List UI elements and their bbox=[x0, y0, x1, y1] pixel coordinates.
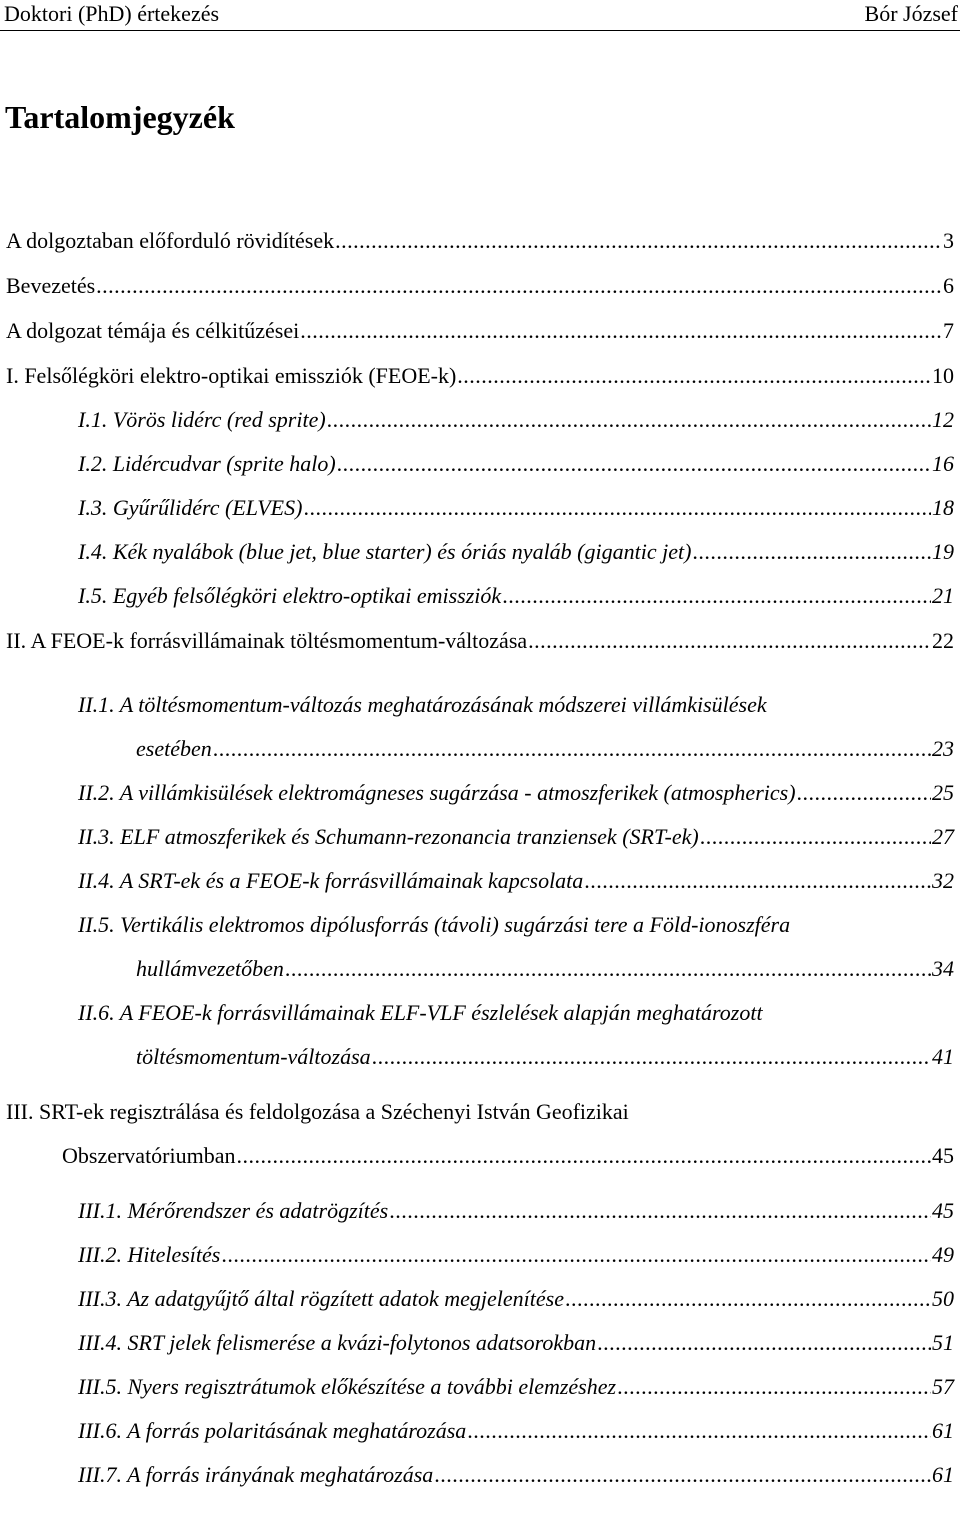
toc-leader-dots bbox=[528, 626, 931, 656]
toc-page-number: 61 bbox=[932, 1418, 954, 1443]
toc-page-number: 57 bbox=[932, 1374, 954, 1399]
toc-leader-dots bbox=[300, 316, 942, 346]
header-thesis-type: Doktori (PhD) értekezés bbox=[4, 1, 220, 26]
toc-leader-dots bbox=[434, 1460, 931, 1490]
toc-entry-3-6[interactable] bbox=[78, 1416, 954, 1446]
toc-page-number: 61 bbox=[932, 1462, 954, 1487]
toc-page-number: 16 bbox=[932, 451, 954, 476]
toc-entry-2-1[interactable] bbox=[136, 734, 954, 764]
toc-entry-text: hullámvezetőben bbox=[136, 956, 284, 981]
toc-entry-2-6-first-line[interactable]: II.6. A FEOE-k forrásvillámainak ELF-VLF észlelések alapján meghatározott bbox=[78, 1000, 763, 1025]
toc-leader-dots bbox=[617, 1372, 931, 1402]
toc-leader-dots bbox=[237, 1141, 932, 1171]
toc-leader-dots bbox=[565, 1284, 931, 1314]
toc-leader-dots bbox=[221, 1240, 931, 1270]
toc-entry-text: II.4. A SRT-ek és a FEOE-k forrásvillámainak kapcsolata bbox=[78, 868, 584, 893]
toc-entry-text: töltésmomentum-változása bbox=[136, 1044, 371, 1069]
toc-page-number: 12 bbox=[932, 407, 954, 432]
toc-entry-1-2[interactable] bbox=[78, 449, 954, 479]
toc-entry-text: III.3. Az adatgyűjtő által rögzített adatok megjelenítése bbox=[78, 1286, 564, 1311]
toc-entry-text: II.2. A villámkisülések elektromágneses sugárzása - atmoszferikek (atmospherics) bbox=[78, 780, 796, 805]
toc-page-number: 25 bbox=[932, 780, 954, 805]
toc-entry-2-2[interactable] bbox=[78, 778, 954, 808]
toc-leader-dots bbox=[213, 734, 931, 764]
toc-page-number: 18 bbox=[932, 495, 954, 520]
toc-page-number: 3 bbox=[943, 228, 954, 253]
toc-entry-1-5[interactable] bbox=[78, 581, 954, 611]
toc-entry-2-5[interactable] bbox=[136, 954, 954, 984]
toc-entry-3-7[interactable] bbox=[78, 1460, 954, 1490]
toc-page-number: 22 bbox=[932, 628, 954, 653]
toc-leader-dots bbox=[285, 954, 931, 984]
toc-page-number: 45 bbox=[932, 1198, 954, 1223]
toc-page-number: 34 bbox=[932, 956, 954, 981]
toc-page-number: 10 bbox=[932, 363, 954, 388]
toc-leader-dots bbox=[96, 271, 942, 301]
toc-entry-2-3[interactable] bbox=[78, 822, 954, 852]
toc-leader-dots bbox=[389, 1196, 931, 1226]
toc-page-number: 41 bbox=[932, 1044, 954, 1069]
toc-entry-text: A dolgozat témája és célkitűzései bbox=[6, 318, 300, 343]
toc-entry-text: I.2. Lidércudvar (sprite halo) bbox=[78, 451, 336, 476]
toc-leader-dots bbox=[467, 1416, 931, 1446]
toc-page-number: 6 bbox=[943, 273, 954, 298]
toc-leader-dots bbox=[457, 361, 931, 391]
toc-page-number: 23 bbox=[932, 736, 954, 761]
toc-page-number: 21 bbox=[932, 583, 954, 608]
toc-entry-chapter-3[interactable] bbox=[62, 1141, 954, 1171]
toc-entry-text: Obszervatóriumban bbox=[62, 1143, 236, 1168]
toc-entry-text: I.5. Egyéb felsőlégköri elektro-optikai emissziók bbox=[78, 583, 502, 608]
toc-entry-text: I.1. Vörös lidérc (red sprite) bbox=[78, 407, 326, 432]
toc-entry-chapter-1[interactable] bbox=[6, 361, 954, 391]
toc-page-number: 32 bbox=[932, 868, 954, 893]
toc-leader-dots bbox=[337, 449, 931, 479]
page-title: Tartalomjegyzék bbox=[5, 99, 235, 135]
toc-page-number: 45 bbox=[932, 1143, 954, 1168]
toc-entry-3-5[interactable] bbox=[78, 1372, 954, 1402]
toc-leader-dots bbox=[584, 866, 931, 896]
toc-leader-dots bbox=[700, 822, 931, 852]
toc-entry-introduction[interactable] bbox=[6, 271, 954, 301]
toc-leader-dots bbox=[502, 581, 931, 611]
toc-entry-2-5-first-line[interactable]: II.5. Vertikális elektromos dipólusforrás (távoli) sugárzási tere a Föld-ionoszféra bbox=[78, 912, 791, 937]
toc-leader-dots bbox=[303, 493, 931, 523]
toc-leader-dots bbox=[797, 778, 931, 808]
toc-leader-dots bbox=[372, 1042, 931, 1072]
toc-entry-2-6[interactable] bbox=[136, 1042, 954, 1072]
toc-entry-text: III.6. A forrás polaritásának meghatározása bbox=[78, 1418, 467, 1443]
toc-entry-chapter-3-first-line[interactable]: III. SRT-ek regisztrálása és feldolgozása a Széchenyi István Geofizikai bbox=[6, 1099, 629, 1124]
toc-entry-1-3[interactable] bbox=[78, 493, 954, 523]
toc-entry-text: I. Felsőlégköri elektro-optikai emissziók (FEOE-k) bbox=[6, 363, 457, 388]
toc-leader-dots bbox=[692, 537, 931, 567]
toc-entry-text: I.3. Gyűrűlidérc (ELVES) bbox=[78, 495, 303, 520]
toc-entry-2-4[interactable] bbox=[78, 866, 954, 896]
toc-entry-3-4[interactable] bbox=[78, 1328, 954, 1358]
toc-entry-3-3[interactable] bbox=[78, 1284, 954, 1314]
toc-leader-dots bbox=[597, 1328, 931, 1358]
toc-entry-text: II.3. ELF atmoszferikek és Schumann-rezonancia tranziensek (SRT-ek) bbox=[78, 824, 699, 849]
toc-entry-text: esetében bbox=[136, 736, 212, 761]
header-author: Bór József bbox=[864, 1, 958, 26]
toc-entry-text: Bevezetés bbox=[6, 273, 96, 298]
toc-page-number: 51 bbox=[932, 1330, 954, 1355]
toc-entry-abbreviations[interactable] bbox=[6, 226, 954, 256]
toc-entry-3-1[interactable] bbox=[78, 1196, 954, 1226]
toc-entry-text: III.1. Mérőrendszer és adatrögzítés bbox=[78, 1198, 389, 1223]
toc-entry-1-1[interactable] bbox=[78, 405, 954, 435]
toc-page-number: 7 bbox=[943, 318, 954, 343]
toc-entry-objectives[interactable] bbox=[6, 316, 954, 346]
toc-entry-text: II. A FEOE-k forrásvillámainak töltésmomentum-változása bbox=[6, 628, 528, 653]
toc-entry-text: A dolgoztaban előforduló rövidítések bbox=[6, 228, 335, 253]
toc-entry-chapter-2[interactable] bbox=[6, 626, 954, 656]
toc-page-number: 49 bbox=[932, 1242, 954, 1267]
page-header bbox=[0, 0, 960, 31]
toc-entry-text: III.2. Hitelesítés bbox=[78, 1242, 221, 1267]
toc-page-number: 27 bbox=[932, 824, 954, 849]
toc-entry-text: I.4. Kék nyalábok (blue jet, blue starter) és óriás nyaláb (gigantic jet) bbox=[78, 539, 692, 564]
toc-leader-dots bbox=[327, 405, 931, 435]
toc-leader-dots bbox=[335, 226, 942, 256]
toc-page-number: 50 bbox=[932, 1286, 954, 1311]
toc-entry-3-2[interactable] bbox=[78, 1240, 954, 1270]
toc-entry-2-1-first-line[interactable]: II.1. A töltésmomentum-változás meghatározásának módszerei villámkisülések bbox=[78, 692, 767, 717]
toc-page-number: 19 bbox=[932, 539, 954, 564]
toc-entry-1-4[interactable] bbox=[78, 537, 954, 567]
toc-entry-text: III.7. A forrás irányának meghatározása bbox=[78, 1462, 434, 1487]
toc-entry-text: III.5. Nyers regisztrátumok előkészítése a további elemzéshez bbox=[78, 1374, 617, 1399]
toc-entry-text: III.4. SRT jelek felismerése a kvázi-folytonos adatsorokban bbox=[78, 1330, 597, 1355]
